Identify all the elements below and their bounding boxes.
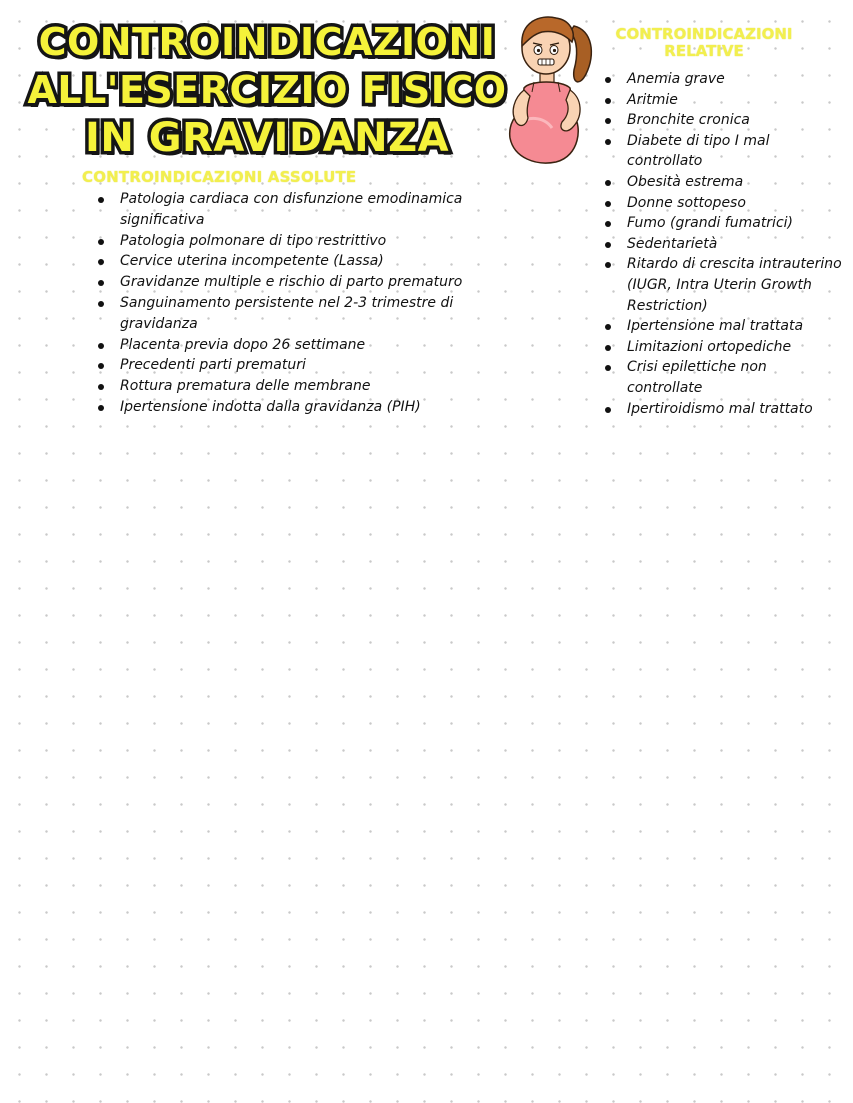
pregnant-woman-illustration	[500, 12, 596, 168]
list-item: Precedenti parti prematuri	[94, 355, 504, 376]
title-line-1: CONTROINDICAZIONI	[38, 20, 496, 64]
list-item: Ipertensione indotta dalla gravidanza (PIH)	[94, 397, 504, 418]
list-item: Fumo (grandi fumatrici)	[601, 213, 845, 234]
absolute-contraindications-list	[94, 189, 504, 418]
list-item: Limitazioni ortopediche	[601, 337, 845, 358]
list-item: Ritardo di crescita intrauterino (IUGR, Intra Uterin Growth Restriction)	[601, 254, 845, 316]
list-item: Aritmie	[601, 90, 845, 111]
relative-contraindications-heading: CONTROINDICAZIONI RELATIVE	[615, 25, 793, 60]
list-item: Sanguinamento persistente nel 2-3 trimestre di gravidanza	[94, 293, 504, 335]
relative-contraindications-list	[601, 69, 845, 419]
list-item: Bronchite cronica	[601, 110, 845, 131]
list-item: Gravidanze multiple e rischio di parto prematuro	[94, 272, 504, 293]
list-item: Donne sottopeso	[601, 193, 845, 214]
list-item: Anemia grave	[601, 69, 845, 90]
list-item: Diabete di tipo I mal controllato	[601, 131, 845, 172]
title-line-3: IN GRAVIDANZA	[84, 115, 450, 161]
list-item: Obesità estrema	[601, 172, 845, 193]
absolute-contraindications-heading: CONTROINDICAZIONI ASSOLUTE	[82, 168, 357, 186]
list-item: Patologia polmonare di tipo restrittivo	[94, 231, 504, 252]
page-title	[12, 18, 522, 162]
list-item: Ipertiroidismo mal trattato	[601, 399, 845, 420]
list-item: Cervice uterina incompetente (Lassa)	[94, 251, 504, 272]
list-item: Ipertensione mal trattata	[601, 316, 845, 337]
title-line-2: ALL'ESERCIZIO FISICO	[27, 68, 507, 112]
list-item: Placenta previa dopo 26 settimane	[94, 335, 504, 356]
list-item: Sedentarietà	[601, 234, 845, 255]
list-item: Patologia cardiaca con disfunzione emodinamica significativa	[94, 189, 504, 231]
list-item: Crisi epilettiche non controllate	[601, 357, 845, 398]
list-item: Rottura prematura delle membrane	[94, 376, 504, 397]
